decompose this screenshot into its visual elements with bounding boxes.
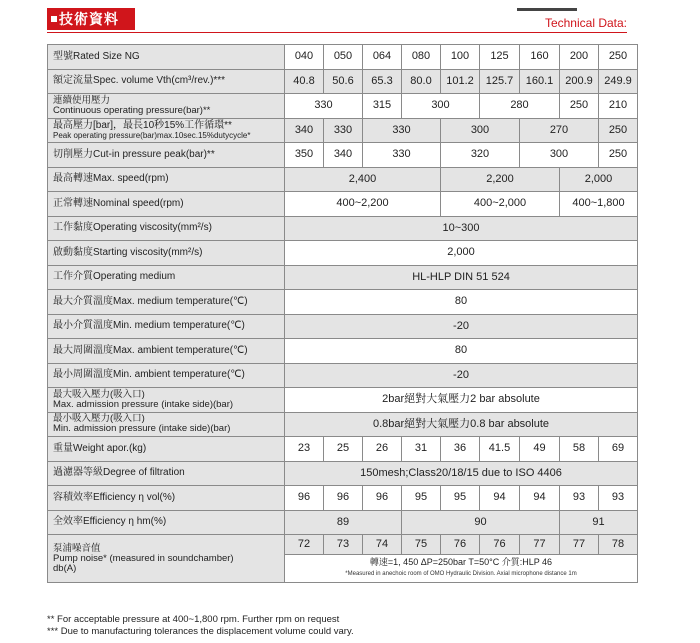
table-row [48,461,638,486]
row-label-line: 最小周圍溫度Min. ambient temperature(℃) [53,369,245,381]
table-cell: 23 [285,437,324,462]
row-label [48,118,285,143]
row-label [48,216,285,241]
row-label-line: 最小介質溫度Min. medium temperature(℃) [53,320,245,332]
section-title: 技術資料 [59,11,119,27]
table-row [48,118,638,143]
row-label-line: 工作黏度Operating viscosity(mm²/s) [53,222,212,234]
table-cell: -20 [285,363,638,388]
table-cell: 10~300 [285,216,638,241]
table-cell: 340 [324,143,363,168]
table-cell: 2,200 [441,167,560,192]
table-cell: 2,000 [285,241,638,266]
table-cell: 400~2,000 [441,192,560,217]
table-cell: 160.1 [520,69,560,94]
table-cell: 280 [480,94,560,119]
table-cell: 25 [324,437,363,462]
table-cell: 95 [402,486,441,511]
table-cell: 0.8bar絕對大氣壓力0.8 bar absolute [285,412,638,437]
row-label [48,94,285,119]
table-cell: 200.9 [560,69,599,94]
row-label-line: 最大吸入壓力(吸入口) [53,388,145,400]
table-cell: 94 [480,486,520,511]
row-label-line: 最小吸入壓力(吸入口) [53,413,145,425]
row-label [48,437,285,462]
table-row [48,412,638,437]
section-header [47,8,627,34]
table-row [48,45,638,70]
table-cell: 330 [285,94,363,119]
row-label [48,388,285,413]
table-cell: 300 [441,118,520,143]
table-row [48,241,638,266]
row-label [48,412,285,437]
table-row [48,510,638,535]
table-cell: 250 [560,94,599,119]
table-cell: 400~2,200 [285,192,441,217]
table-cell: 150mesh;Class20/18/15 due to ISO 4406 [285,461,638,486]
table-row [48,143,638,168]
table-cell: 080 [402,45,441,70]
row-label [48,363,285,388]
table-cell: 2bar絕對大氣壓力2 bar absolute [285,388,638,413]
section-subtitle: Technical Data: [544,16,627,30]
table-cell: 77 [560,535,599,555]
table-row [48,265,638,290]
table-cell: 96 [285,486,324,511]
row-label-line: 全效率Efficiency η hm(%) [53,516,167,528]
row-label-line: 連續使用壓力 [53,94,111,106]
row-label [48,339,285,364]
table-cell: 73 [324,535,363,555]
row-label-line: 額定流量Spec. volume Vth(cm³/rev.)*** [53,75,226,87]
table-cell: 330 [363,118,441,143]
row-label [48,486,285,511]
header-stub-line [517,8,577,11]
row-label-line: db(A) [53,562,77,574]
table-cell: 90 [402,510,560,535]
table-row [48,363,638,388]
table-cell: -20 [285,314,638,339]
row-label-line: 正常轉速Nominal speed(rpm) [53,197,184,209]
table-cell: 320 [441,143,520,168]
row-label [48,290,285,315]
table-cell: 160 [520,45,560,70]
row-label-line: 最大介質溫度Max. medium temperature(℃) [53,295,248,307]
row-label-line: 泵浦噪音值 [53,542,101,554]
footnote-tolerance: *** Due to manufacturing tolerances the displacement volume could vary. [47,626,354,637]
table-cell: 26 [363,437,402,462]
table-cell: 300 [520,143,599,168]
table-cell: 2,000 [560,167,638,192]
table-cell: 49 [520,437,560,462]
table-cell: 41.5 [480,437,520,462]
table-cell: 125 [480,45,520,70]
table-cell: 250 [599,45,638,70]
table-cell: 69 [599,437,638,462]
table-cell: 65.3 [363,69,402,94]
table-cell: 78 [599,535,638,555]
row-label-line: 最高轉速Max. speed(rpm) [53,173,169,185]
table-cell: 96 [324,486,363,511]
table-row [48,192,638,217]
row-label-line: 最大周圍溫度Max. ambient temperature(℃) [53,344,248,356]
row-label [48,143,285,168]
row-label-line: Peak operating pressure(bar)max.10sec.15%dutycycle* [53,130,251,140]
table-cell: 80 [285,290,638,315]
table-cell: 93 [599,486,638,511]
table-cell: 101.2 [441,69,480,94]
table-cell: 050 [324,45,363,70]
row-label [48,461,285,486]
header-divider [47,32,627,33]
table-row [48,339,638,364]
table-cell: 96 [363,486,402,511]
table-cell: 210 [599,94,638,119]
badge-square-icon [51,16,57,22]
table-cell: 75 [402,535,441,555]
footnotes [47,614,354,638]
table-cell: 80 [285,339,638,364]
row-label-line: 型號Rated Size NG [53,50,140,62]
table-row [48,314,638,339]
table-cell: 330 [363,143,441,168]
row-label [48,69,285,94]
row-label-line: 重量Weight apor.(kg) [53,442,147,454]
table-cell: 50.6 [324,69,363,94]
table-cell: 91 [560,510,638,535]
row-label-line: Pump noise* (measured in soundchamber) [53,552,234,564]
table-cell: 300 [402,94,480,119]
noise-conditions-cell [285,555,638,583]
row-label [48,314,285,339]
row-label [48,192,285,217]
table-cell: HL-HLP DIN 51 524 [285,265,638,290]
table-cell: 80.0 [402,69,441,94]
table-cell: 31 [402,437,441,462]
row-label-line: Continuous operating pressure(bar)** [53,104,211,116]
table-cell: 064 [363,45,402,70]
table-cell: 93 [560,486,599,511]
row-label-line: Min. admission pressure (intake side)(bar) [53,423,231,435]
table-cell: 350 [285,143,324,168]
row-label-line: Max. admission pressure (intake side)(bar) [53,398,234,410]
technical-data-table [47,44,638,583]
row-label [48,265,285,290]
table-cell: 330 [324,118,363,143]
table-cell: 36 [441,437,480,462]
table-row-noise [48,535,638,555]
footnote-pressure: ** For acceptable pressure at 400~1,800 rpm. Further rpm on request [47,614,340,625]
row-label [48,45,285,70]
table-cell: 76 [480,535,520,555]
table-cell: 95 [441,486,480,511]
row-label [48,535,285,583]
table-cell: 72 [285,535,324,555]
row-label-line: 切削壓力Cut-in pressure peak(bar)** [53,148,215,160]
noise-measurement-note: *Measured in anechoic room of OMO Hydraulic Division. Axial microphone distance 1m [345,571,577,577]
table-row [48,290,638,315]
row-label-line: 過濾器等級Degree of filtration [53,467,185,479]
table-cell: 89 [285,510,402,535]
row-label [48,510,285,535]
section-title-badge [47,8,135,30]
table-cell: 76 [441,535,480,555]
table-row [48,69,638,94]
table-row [48,437,638,462]
table-cell: 340 [285,118,324,143]
row-label [48,167,285,192]
table-cell: 58 [560,437,599,462]
table-row [48,388,638,413]
table-cell: 270 [520,118,599,143]
table-cell: 2,400 [285,167,441,192]
table-cell: 100 [441,45,480,70]
table-row [48,167,638,192]
table-cell: 77 [520,535,560,555]
row-label-line: 工作介質Operating medium [53,271,176,283]
table-cell: 125.7 [480,69,520,94]
table-cell: 94 [520,486,560,511]
table-cell: 249.9 [599,69,638,94]
table-cell: 40.8 [285,69,324,94]
table-row [48,486,638,511]
row-label-line: 容積效率Efficiency η vol(%) [53,491,176,503]
table-cell: 250 [599,143,638,168]
table-cell: 74 [363,535,402,555]
noise-conditions: 轉速=1, 450 ΔP=250bar T=50°C 介質:HLP 46 [369,557,553,567]
row-label-line: 最高壓力[bar]，最長10秒15%工作循環** [53,119,232,131]
table-cell: 250 [599,118,638,143]
table-row [48,94,638,119]
table-row [48,216,638,241]
table-cell: 040 [285,45,324,70]
row-label-line: 啟動黏度Starting viscosity(mm²/s) [53,246,203,258]
row-label [48,241,285,266]
table-cell: 315 [363,94,402,119]
table-cell: 200 [560,45,599,70]
table-cell: 400~1,800 [560,192,638,217]
